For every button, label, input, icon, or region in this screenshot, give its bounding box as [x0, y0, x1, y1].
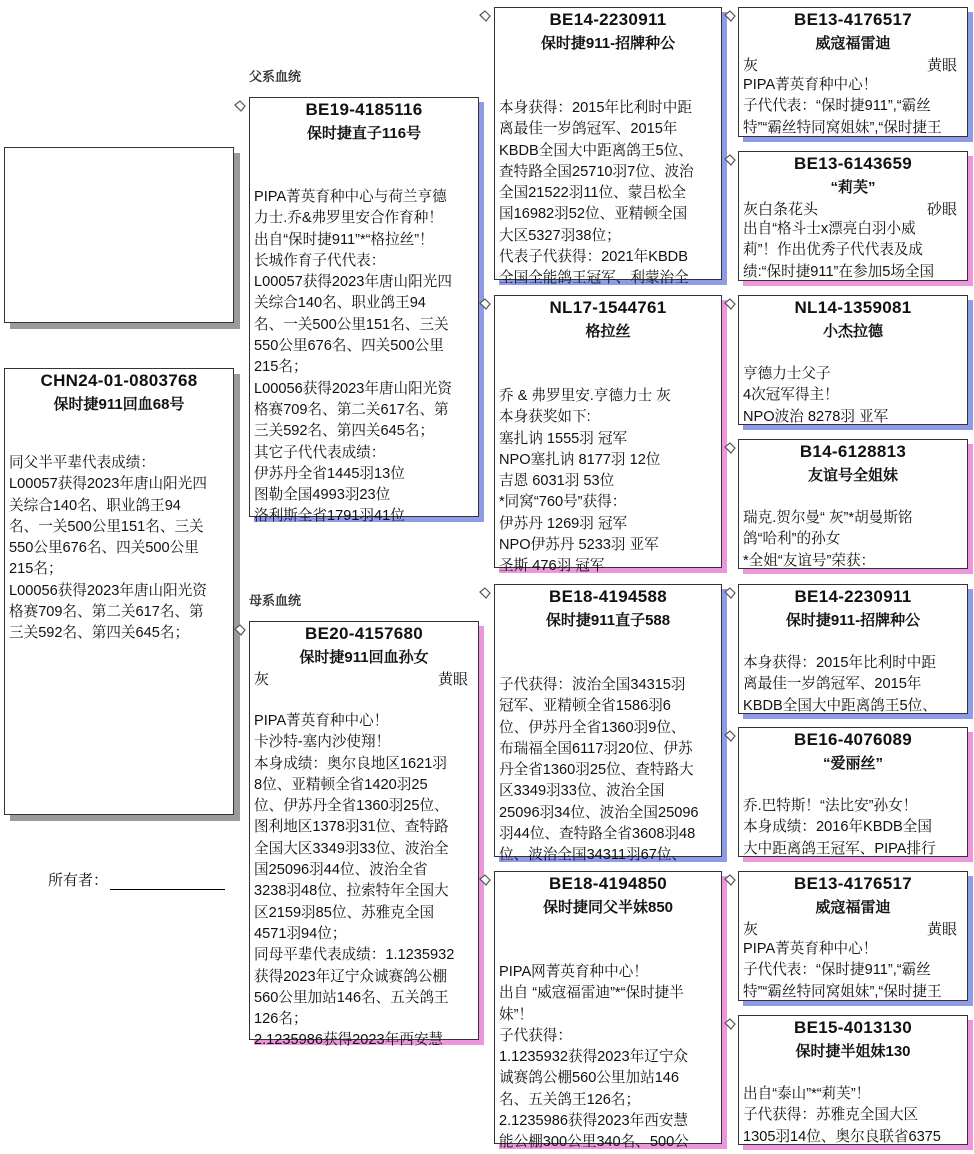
text-line: 妹”！	[499, 1006, 534, 1023]
text-line: 长城作育子代代表：	[254, 252, 386, 269]
ancestor-card[interactable]	[494, 295, 722, 575]
text-line: PIPA网菁英育种中心！	[499, 964, 648, 980]
ring-number: NL14-1359081	[794, 298, 912, 317]
connector-icon	[478, 586, 492, 600]
dam-line-label: 母系血统	[249, 593, 302, 608]
text-line: 215名；	[254, 359, 308, 376]
text-line: 2.1235986获得2023年西安慧	[499, 1113, 689, 1130]
color: 灰	[743, 57, 759, 74]
text-line: 1.1235932获得2023年辽宁众	[499, 1049, 689, 1066]
text-line: 3238羽48位、拉索特年全国大	[254, 883, 449, 900]
eye: 黄眼	[926, 57, 957, 74]
text-line: L00056获得2023年唐山阳光资	[9, 582, 207, 599]
connector-icon	[723, 441, 737, 455]
text-line: 丹全省1360羽25位、查特路大	[499, 762, 694, 779]
connector-icon	[233, 623, 247, 637]
text-line: 2.1235986获得2023年西安慧	[254, 1032, 444, 1049]
text-line: PIPA菁英育种中心与荷兰亨德	[254, 189, 447, 205]
bird-name: “莉芙”	[830, 179, 876, 196]
color: 灰白条花头	[743, 201, 819, 218]
bird-name: 保时捷911回血孙女	[299, 649, 429, 666]
text-line: 全国大区3349羽33位、波治全	[254, 840, 449, 857]
ancestor-card[interactable]	[494, 871, 722, 1151]
text-line: PIPA菁英育种中心！	[254, 713, 389, 729]
ring-number: BE16-4076089	[794, 730, 912, 749]
connector-icon	[723, 729, 737, 743]
color: 灰	[743, 921, 759, 938]
ring-number: BE15-4013130	[794, 1018, 912, 1037]
bird-name: 威寇福雷迪	[815, 899, 891, 916]
ring-number: NL17-1544761	[549, 298, 667, 317]
ring-number: BE13-6143659	[794, 154, 912, 173]
ring-number: BE13-4176517	[794, 10, 912, 29]
text-line: 格赛709名、第二关617名、第	[9, 604, 204, 621]
sire-card[interactable]	[249, 97, 479, 525]
text-line: 名、一关500公里151名、三关	[254, 316, 449, 333]
bird-name: 保时捷911回血68号	[53, 396, 185, 413]
bird-name: 格拉丝	[585, 323, 631, 340]
ancestor-card[interactable]	[738, 7, 968, 137]
bird-name: 保时捷911-招牌种公	[785, 612, 921, 629]
text-line: 羽44位、查特路全省3608羽48	[499, 826, 696, 843]
text-line: 吉恩 6031羽 53位	[499, 473, 615, 490]
text-line: 名、一关500公里151名、三关	[9, 518, 204, 535]
bird-name: 保时捷直子116号	[306, 125, 422, 142]
connector-icon	[233, 99, 247, 113]
text-line: 关综合140名、职业鸽王94	[254, 295, 426, 312]
eye: 黄眼	[437, 671, 468, 688]
text-line: 代表子代获得：2021年KBDB	[499, 249, 688, 266]
text-line: NPO塞扎讷 8177羽 12位	[499, 451, 661, 468]
dam-card[interactable]	[249, 621, 479, 1049]
text-line: 子代获得：波治全国34315羽	[499, 677, 686, 693]
ancestor-card[interactable]	[738, 871, 968, 1001]
text-line: 4次冠军得主！	[743, 387, 839, 404]
text-line: 国16982羽52位、亚精顿全国	[499, 206, 688, 223]
text-line: 塞扎讷 1555羽 冠军	[499, 430, 628, 447]
text-line: 国25096羽44位、波治全省	[254, 862, 428, 879]
ring-number: BE14-2230911	[794, 587, 912, 606]
ring-number: BE14-2230911	[549, 10, 667, 29]
owner-label: 所有者：	[48, 872, 109, 889]
text-line: 名、五关鸽王126名；	[499, 1091, 641, 1108]
text-line: NPO波治 8278羽 亚军	[743, 408, 889, 425]
text-line: 大区5327羽38位；	[499, 227, 621, 244]
text-line: L00056获得2023年唐山阳光资	[254, 380, 452, 397]
text-line: 126名；	[254, 1011, 308, 1028]
text-line: 出自 “威寇福雷迪”*“保时捷半	[499, 985, 684, 1002]
text-line: 格赛709名、第二关617名、第	[254, 401, 449, 418]
text-line: 子代获得：苏雅克全国大区	[743, 1107, 919, 1124]
text-line: 特”“霸丝特同窝姐妹”,“保时捷王	[743, 983, 942, 1000]
text-line: 三关592名、第四关645名；	[254, 423, 435, 440]
ancestor-card[interactable]	[494, 7, 722, 287]
ancestor-card[interactable]	[738, 1015, 968, 1145]
text-line: 同父半平辈代表成绩：	[9, 455, 155, 471]
text-line: 能公棚300公里340名、500公	[499, 1134, 689, 1151]
text-line: 力士.乔&弗罗里安合作育种！	[254, 210, 443, 227]
text-line: 离最佳一岁鸽冠军、2015年	[499, 121, 678, 138]
connector-icon	[723, 9, 737, 23]
text-line: 离最佳一岁鸽冠军、2015年	[743, 676, 922, 693]
ring-number: CHN24-01-0803768	[40, 371, 198, 390]
bird-name: 威寇福雷迪	[815, 35, 891, 52]
ancestor-card[interactable]	[738, 584, 968, 714]
text-line: 同母平辈代表成绩：1.1235932	[254, 947, 455, 964]
eye: 黄眼	[926, 921, 957, 938]
text-line: 查特路全国25710羽7位、波治	[499, 163, 694, 180]
connector-icon	[723, 153, 737, 167]
connector-icon	[723, 873, 737, 887]
text-line: 1305羽14位、奥尔良联省6375	[743, 1128, 941, 1145]
text-line: 全国全能鸽王冠军、利蒙治全	[499, 270, 689, 287]
text-line: 本身获奖如下:	[499, 409, 591, 426]
bird-name: 保时捷半姐妹130	[795, 1043, 911, 1060]
text-line: 子代代表：“保时捷911”,“霸丝	[743, 98, 931, 115]
connector-icon	[723, 1017, 737, 1031]
ring-number: BE13-4176517	[794, 874, 912, 893]
bird-name: 小杰拉德	[822, 323, 883, 340]
text-line: 卡沙特-塞内沙使翔！	[254, 734, 391, 751]
text-line: 三关592名、第四关645名；	[9, 625, 190, 642]
text-line: 出自“格斗士x漂亮白羽小威	[743, 221, 916, 237]
text-line: 冠军、亚精顿全省1586羽6	[499, 698, 671, 715]
eye: 砂眼	[926, 201, 957, 218]
text-line: 圣斯 476羽 冠军	[499, 558, 605, 575]
ancestor-card[interactable]	[738, 727, 968, 857]
text-line: 伊苏丹 1269羽 冠军	[499, 515, 628, 532]
connector-icon	[723, 297, 737, 311]
ring-number: BE19-4185116	[305, 100, 423, 119]
text-line: 子代获得：	[499, 1027, 572, 1044]
text-line: 鸽“哈利”的孙女	[743, 531, 841, 548]
text-line: 25096羽34位、波治全国25096	[499, 804, 699, 821]
bird-name: 保时捷911-招牌种公	[540, 35, 676, 52]
text-line: 全国21522羽11位、蒙吕松全	[499, 185, 687, 202]
text-line: NPO伊苏丹 5233羽 亚军	[499, 537, 659, 554]
owner-field	[48, 869, 225, 890]
photo-placeholder	[4, 147, 234, 323]
text-line: 本身成绩：奥尔良地区1621羽	[254, 755, 447, 772]
connector-icon	[478, 873, 492, 887]
ancestor-card[interactable]	[738, 439, 968, 569]
text-line: 出自“泰山”*“莉芙”！	[743, 1086, 871, 1102]
connector-icon	[478, 9, 492, 23]
text-line: 大中距离鸽王冠军、PIPA排行	[743, 840, 936, 857]
text-line: 550公里676名、四关500公里	[254, 338, 444, 355]
color: 灰	[254, 671, 270, 688]
text-line: 关综合140名、职业鸽王94	[9, 497, 181, 514]
text-line: 绩:“保时捷911”在参加5场全国	[743, 263, 935, 280]
text-line: 本身获得：2015年比利时中距	[743, 655, 936, 671]
text-line: 本身获得：2015年比利时中距	[499, 100, 692, 116]
bird-name: 保时捷911直子588	[545, 612, 671, 629]
bird-name: 友谊号全姐妹	[807, 467, 898, 484]
text-line: KBDB全国大中距离鸽王5位、	[743, 697, 937, 714]
bird-name: “爱丽丝”	[822, 755, 883, 772]
text-line: KBDB全国大中距离鸽王5位、	[499, 142, 693, 159]
text-line: 本身成绩：2016年KBDB全国	[743, 819, 932, 836]
text-line: L00057获得2023年唐山阳光四	[9, 476, 207, 493]
text-line: 亨德力士父子	[743, 366, 831, 382]
connector-icon	[478, 297, 492, 311]
sire-line-label: 父系血统	[249, 69, 302, 84]
connector-icon	[723, 586, 737, 600]
ring-number: BE20-4157680	[305, 624, 423, 643]
text-line: 洛利斯全省1791羽41位	[254, 508, 405, 525]
text-line: 诚赛鸽公棚560公里加站146	[499, 1070, 680, 1087]
text-line: 215名；	[9, 561, 63, 578]
text-line: 瑞克.贺尔曼“ 灰”*胡曼斯铭	[743, 510, 913, 526]
text-line: 8位、亚精顿全省1420羽25	[254, 776, 428, 793]
text-line: 区2159羽85位、苏雅克全国	[254, 904, 435, 921]
subject-bird-card[interactable]	[4, 368, 234, 815]
text-line: 区3349羽33位、波治全国	[499, 783, 665, 800]
ancestor-card[interactable]	[738, 151, 968, 281]
text-line: 550公里676名、四关500公里	[9, 540, 199, 557]
text-line: 伊苏丹全省1445羽13位	[254, 465, 405, 482]
text-line: 图勒全国4993羽23位	[254, 487, 391, 504]
text-line: 乔.巴特斯！“法比安”孙女！	[743, 798, 918, 814]
text-line: 布瑞福全国6117羽20位、伊苏	[499, 740, 693, 757]
text-line: PIPA菁英育种中心！	[743, 941, 878, 957]
ancestor-card[interactable]	[738, 295, 968, 425]
text-line: 特”“霸丝特同窝姐妹”,“保时捷王	[743, 119, 942, 136]
text-line: L00057获得2023年唐山阳光四	[254, 274, 452, 291]
text-line: *全姐“友谊号”荣获：	[743, 552, 876, 569]
text-line: 出自“保时捷911”*“格拉丝”！	[254, 231, 434, 248]
ring-number: B14-6128813	[799, 442, 907, 461]
ring-number: BE18-4194850	[549, 874, 667, 893]
text-line: 莉”！作出优秀子代代表及成	[743, 242, 923, 259]
text-line: 乔 & 弗罗里安.亨德力士 灰	[499, 388, 671, 404]
text-line: *同窝“760号”获得：	[499, 494, 627, 511]
owner-blank-line	[110, 875, 225, 890]
ancestor-card[interactable]	[494, 584, 722, 864]
text-line: 4571羽94位；	[254, 925, 347, 942]
text-line: PIPA菁英育种中心！	[743, 77, 878, 93]
text-line: 560公里加站146名、五关鸽王	[254, 989, 449, 1006]
text-line: 位、波治全国34311羽67位、	[499, 847, 687, 864]
text-line: 子代代表：“保时捷911”,“霸丝	[743, 962, 931, 979]
ring-number: BE18-4194588	[549, 587, 667, 606]
text-line: 其它子代代表成绩：	[254, 444, 386, 461]
text-line: 图利地区1378羽31位、查特路	[254, 819, 449, 836]
bird-name: 保时捷同父半妹850	[542, 899, 674, 916]
text-line: 位、伊苏丹全省1360羽9位、	[499, 719, 686, 736]
text-line: 位、伊苏丹全省1360羽25位、	[254, 798, 449, 815]
text-line: 获得2023年辽宁众诚赛鸽公棚	[254, 968, 447, 985]
